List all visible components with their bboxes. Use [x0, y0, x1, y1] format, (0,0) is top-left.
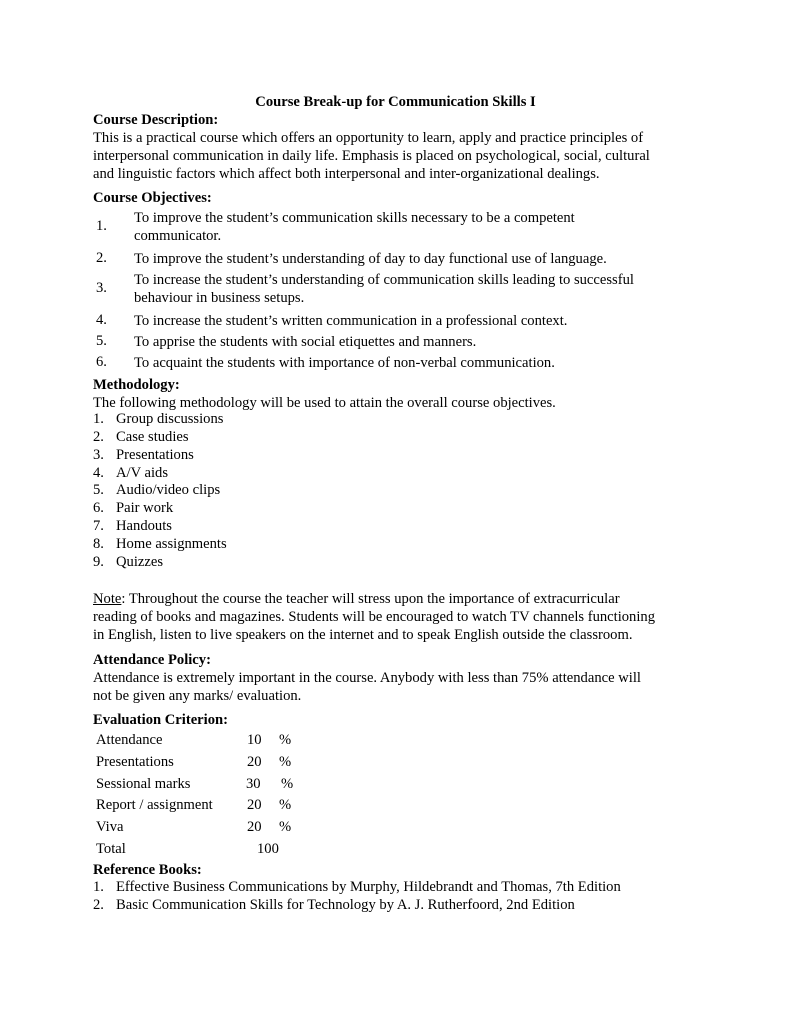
- list-item-text: Quizzes: [116, 553, 164, 570]
- objective-line: communicator.: [134, 228, 222, 244]
- objective-item: [93, 333, 713, 351]
- objective-item: [93, 271, 713, 307]
- list-item-text: Effective Business Communications by Murphy, Hildebrandt and Thomas, 7th Edition: [116, 879, 621, 895]
- evaluation-percent: %: [279, 797, 292, 813]
- objective-number: 5.: [96, 333, 107, 349]
- list-item-text: Audio/video clips: [116, 482, 221, 499]
- list-item-number: 2.: [93, 428, 104, 445]
- list-item-number: 6.: [93, 500, 104, 517]
- course-objectives-heading: Course Objectives:: [93, 190, 212, 206]
- evaluation-name: Viva: [96, 819, 124, 835]
- objective-text: [134, 312, 694, 330]
- list-item: [93, 897, 621, 915]
- objective-line: To improve the student’s understanding of day to day functional use of language.: [134, 251, 607, 267]
- course-description-heading: Course Description:: [93, 112, 219, 128]
- list-item-text: Presentations: [116, 446, 194, 463]
- evaluation-name: Presentations: [96, 754, 174, 770]
- list-item: [93, 482, 227, 500]
- evaluation-value: 20: [247, 819, 262, 835]
- evaluation-percent: %: [279, 732, 292, 748]
- evaluation-value: 100: [257, 841, 279, 857]
- list-item: [93, 879, 621, 897]
- methodology-list: [93, 411, 227, 572]
- list-item: [93, 447, 227, 465]
- list-item-text: Basic Communication Skills for Technology by A. J. Rutherfoord, 2nd Edition: [116, 896, 575, 913]
- objective-item: [93, 354, 713, 372]
- note-line: [93, 590, 733, 608]
- objective-line: behaviour in business setups.: [134, 290, 305, 306]
- evaluation-value: 30: [246, 776, 261, 792]
- evaluation-value: 20: [247, 797, 262, 813]
- objective-text: [134, 333, 694, 351]
- objective-text: [134, 354, 694, 372]
- page-title: Course Break-up for Communication Skills I: [255, 94, 536, 110]
- list-item-number: 9.: [93, 553, 104, 570]
- list-item-text: A/V aids: [116, 464, 169, 481]
- list-item: [93, 536, 227, 554]
- note-label: Note: [93, 591, 122, 607]
- evaluation-name: Attendance: [96, 732, 163, 748]
- attendance-line: not be given any marks/ evaluation.: [93, 688, 302, 704]
- objective-line: To increase the student’s written communication in a professional context.: [134, 313, 568, 329]
- objective-number: 3.: [96, 280, 107, 296]
- objective-line: To acquaint the students with importance of non-verbal communication.: [134, 355, 555, 371]
- evaluation-criterion-heading: Evaluation Criterion:: [93, 712, 228, 728]
- reference-books-list: [93, 879, 621, 915]
- description-line: This is a practical course which offers an opportunity to learn, apply and practice principles of: [93, 130, 644, 146]
- list-item-number: 4.: [93, 464, 104, 481]
- methodology-intro: The following methodology will be used to attain the overall course objectives.: [93, 395, 556, 411]
- evaluation-value: 10: [247, 732, 262, 748]
- list-item-text: Handouts: [116, 518, 172, 535]
- attendance-policy-text: [93, 669, 713, 705]
- evaluation-name: Total: [96, 841, 126, 857]
- description-line: interpersonal communication in daily life. Emphasis is placed on psychological, social, cultural: [93, 148, 650, 164]
- objective-item: [93, 250, 713, 268]
- objective-line: To increase the student’s understanding of communication skills leading to successful: [134, 272, 634, 288]
- list-item-text: Home assignments: [116, 535, 227, 552]
- evaluation-name: Sessional marks: [96, 776, 191, 792]
- list-item-text: Group discussions: [116, 411, 224, 427]
- list-item-text: Case studies: [116, 428, 189, 445]
- evaluation-name: Report / assignment: [96, 797, 213, 813]
- objective-line: To improve the student’s communication skills necessary to be a competent: [134, 210, 575, 226]
- list-item: [93, 465, 227, 483]
- list-item: [93, 429, 227, 447]
- course-description-text: [93, 129, 713, 183]
- list-item-number: 8.: [93, 535, 104, 552]
- objective-text: [134, 209, 694, 245]
- note-paragraph: [93, 590, 733, 644]
- objective-item: [93, 209, 713, 245]
- list-item-number: 3.: [93, 446, 104, 463]
- objective-number: 2.: [96, 250, 107, 266]
- objective-line: To apprise the students with social etiquettes and manners.: [134, 334, 477, 350]
- list-item-text: Pair work: [116, 500, 174, 517]
- objective-number: 1.: [96, 218, 107, 234]
- list-item-number: 1.: [93, 411, 104, 427]
- evaluation-percent: %: [279, 819, 292, 835]
- note-line: reading of books and magazines. Students will be encouraged to watch TV channels functioning: [93, 609, 655, 625]
- list-item-number: 2.: [93, 896, 104, 913]
- objective-text: [134, 271, 694, 307]
- list-item: [93, 518, 227, 536]
- list-item: [93, 500, 227, 518]
- evaluation-value: 20: [247, 754, 262, 770]
- evaluation-percent: %: [281, 776, 294, 792]
- list-item-number: 1.: [93, 879, 104, 895]
- reference-books-heading: Reference Books:: [93, 862, 202, 878]
- objective-item: [93, 312, 713, 330]
- objective-number: 4.: [96, 312, 107, 328]
- list-item: [93, 411, 227, 429]
- note-text: : Throughout the course the teacher will stress upon the importance of extracurricular: [121, 591, 620, 607]
- list-item-number: 5.: [93, 482, 104, 499]
- list-item: [93, 554, 227, 572]
- methodology-heading: Methodology:: [93, 377, 180, 393]
- evaluation-percent: %: [279, 754, 292, 770]
- objective-number: 6.: [96, 354, 107, 370]
- note-line: in English, listen to live speakers on the internet and to speak English outside the classroom.: [93, 627, 633, 643]
- list-item-number: 7.: [93, 518, 104, 535]
- attendance-policy-heading: Attendance Policy:: [93, 652, 211, 668]
- description-line: and linguistic factors which affect both interpersonal and inter-organizational dealings.: [93, 166, 600, 182]
- objective-text: [134, 250, 694, 268]
- attendance-line: Attendance is extremely important in the course. Anybody with less than 75% attendance will: [93, 670, 641, 686]
